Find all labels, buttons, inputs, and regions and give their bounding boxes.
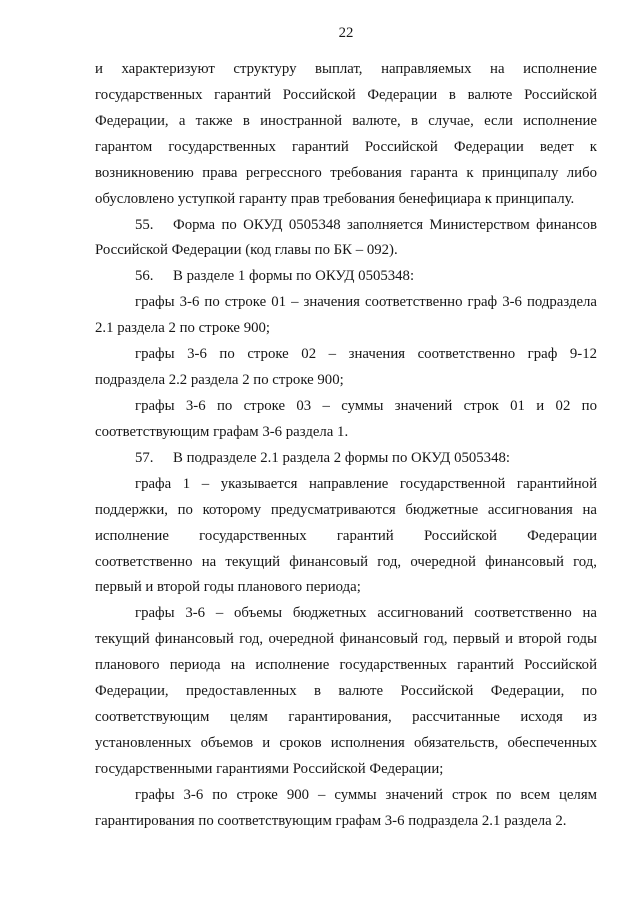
- text-line: гарантирования по соответствующим графам 3-6 подраздела 2.1 раздела 2.: [95, 812, 567, 829]
- text-line: графа 1 – указывается направление государственной гарантийной: [135, 475, 597, 492]
- text-line: соответствующим графам 3-6 раздела 1.: [95, 423, 349, 440]
- text-line: графы 3-6 по строке 900 – суммы значений строк по всем целям: [135, 786, 597, 803]
- page-number: 22: [338, 25, 354, 41]
- text-line: обусловлено уступкой гаранту прав требования бенефициара к принципалу.: [95, 190, 575, 207]
- text-line-content: Форма по ОКУД 0505348 заполняется Министерством финансов: [173, 216, 597, 233]
- paragraph-item: [95, 394, 597, 446]
- text-line: планового периода на исполнение государственных гарантий Российской: [95, 657, 597, 674]
- text-line: подраздела 2.2 раздела 2 по строке 900;: [95, 372, 344, 389]
- clause-number: 57.: [135, 449, 154, 466]
- text-line-content: В разделе 1 формы по ОКУД 0505348:: [173, 268, 415, 285]
- paragraph-57: [95, 446, 597, 472]
- clause-number: 56.: [135, 268, 154, 285]
- text-line: Российской Федерации (код главы по БК – 092).: [95, 242, 398, 259]
- text-line: поддержки, по которому предусматриваются бюджетные ассигнования на: [95, 501, 597, 518]
- text-line: графы 3-6 по строке 02 – значения соответственно граф 9-12: [135, 346, 597, 363]
- text-line: [95, 264, 597, 290]
- text-line: возникновению права регрессного требования гаранта к принципалу либо: [95, 164, 597, 181]
- paragraph-item: [95, 342, 597, 394]
- paragraph-continuation: [95, 57, 597, 213]
- text-line: государственными гарантиями Российской Федерации;: [95, 760, 444, 777]
- text-line: [95, 213, 597, 239]
- text-line: гарантом государственных гарантий Российской Федерации ведет к: [95, 138, 597, 155]
- text-line: графы 3-6 по строке 03 – суммы значений строк 01 и 02 по: [135, 397, 597, 414]
- clause-number: 55.: [135, 216, 154, 233]
- paragraph-56: [95, 264, 597, 290]
- text-line: исполнение государственных гарантий Российской Федерации: [95, 527, 597, 544]
- text-line: первый и второй годы планового периода;: [95, 579, 361, 596]
- text-line: Федерации, предоставленных в валюте Российской Федерации, по: [95, 683, 597, 700]
- paragraph-item: [95, 783, 597, 835]
- paragraph-item: [95, 601, 597, 782]
- text-line: 2.1 раздела 2 по строке 900;: [95, 320, 271, 337]
- text-line: соответствующим целям гарантирования, рассчитанные исходя из: [95, 709, 597, 726]
- text-line: установленных объемов и сроков исполнения обязательств, обеспеченных: [95, 734, 597, 751]
- text-line: Федерации, а также в иностранной валюте, в случае, если исполнение: [95, 112, 597, 129]
- text-line-content: В подразделе 2.1 раздела 2 формы по ОКУД 0505348:: [173, 449, 510, 466]
- text-line: [95, 446, 597, 472]
- text-line: государственных гарантий Российской Федерации в валюте Российской: [95, 86, 597, 103]
- paragraph-55: [95, 213, 597, 265]
- text-line: соответственно на текущий финансовый год, очередной финансовый год,: [95, 553, 597, 570]
- paragraph-item: [95, 290, 597, 342]
- text-line: графы 3-6 по строке 01 – значения соответственно граф 3-6 подраздела: [135, 294, 597, 311]
- text-line: и характеризуют структуру выплат, направляемых на исполнение: [95, 61, 597, 77]
- document-body: [95, 57, 597, 835]
- paragraph-item: [95, 472, 597, 602]
- text-line: текущий финансовый год, очередной финансовый год, первый и второй годы: [95, 631, 597, 648]
- text-line: графы 3-6 – объемы бюджетных ассигнований соответственно на: [135, 605, 597, 622]
